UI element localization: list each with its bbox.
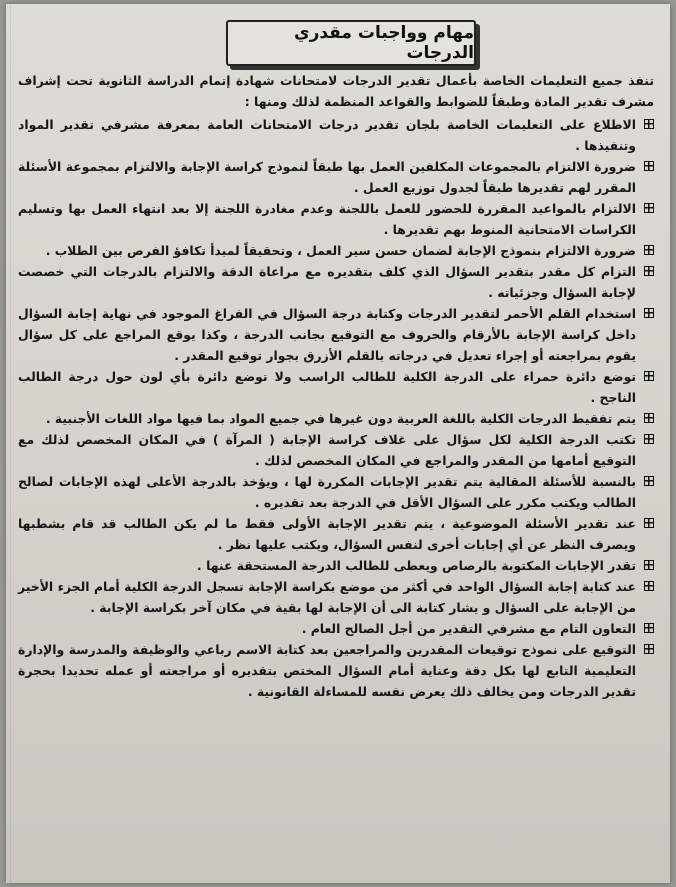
list-item	[18, 576, 656, 618]
document-title: مهام وواجبات مقدري الدرجات	[294, 23, 474, 63]
document-page	[6, 4, 670, 883]
checkbox-bullet-icon	[644, 245, 654, 255]
list-item	[18, 198, 656, 240]
checkbox-bullet-icon	[644, 476, 654, 486]
list-item-text: توضع دائرة حمراء على الدرجة الكلية للطالب الراسب ولا توضع دائرة بأي لون حول درجة الطالب الناجح .	[18, 369, 636, 405]
page-margin-line	[10, 4, 11, 883]
list-item-text: التزام كل مقدر بتقدير السؤال الذي كلف بتقديره مع مراعاة الدقة والالتزام بالدرجات التي خصصت لإجابة السؤال وجزئياته .	[18, 264, 636, 300]
list-item-text: يتم تفقيط الدرجات الكلية باللغة العربية دون غيرها في جميع المواد بما فيها مواد اللغات الأجنبية .	[45, 411, 636, 426]
document-body	[18, 70, 656, 702]
intro-paragraph: تنفذ جميع التعليمات الخاصة بأعمال تقدير الدرجات لامتحانات شهادة إتمام الدراسة الثانوية تحت إشراف مشرف تقدير المادة وطبقاً للضوابط والقواعد المنظمة لذلك ومنها :	[18, 73, 654, 109]
list-item-text: التوقيع على نموذج توقيعات المقدرين والمراجعين بعد كتابة الاسم رباعي والوظيفة والمدرسة والإدارة التعليمية التابع لها بكل دقة وعناية أمام السؤال المختص بتقديره أو مراجعته أو عمله تحديدا بحجرة تقدير الدرجات ومن يخالف ذلك يعرض نفسه للمساءلة القانونية .	[18, 642, 636, 699]
list-item	[18, 114, 656, 156]
list-item-text: الاطلاع على التعليمات الخاصة بلجان تقدير درجات الامتحانات العامة بمعرفة مشرفي تقدير المواد وتنفيذها .	[18, 117, 636, 153]
list-item-text: التعاون التام مع مشرفي التقدير من أجل الصالح العام .	[301, 621, 636, 636]
checkbox-bullet-icon	[644, 203, 654, 213]
checkbox-bullet-icon	[644, 434, 654, 444]
list-item	[18, 471, 656, 513]
list-item-text: بالنسبة للأسئلة المقالية يتم تقدير الإجابات المكررة لها ، ويؤخذ بالدرجة الأعلى لهذه الإجابات لصالح الطالب ويكتب مكرر على السؤال الأقل في الدرجة بعد تقديره .	[18, 474, 636, 510]
list-item	[18, 303, 656, 366]
list-item	[18, 639, 656, 702]
checkbox-bullet-icon	[644, 560, 654, 570]
list-item	[18, 555, 656, 576]
list-item	[18, 513, 656, 555]
checkbox-bullet-icon	[644, 518, 654, 528]
list-item-text: ضرورة الالتزام بنموذج الإجابة لضمان حسن سير العمل ، وتحقيقاً لمبدأ تكافؤ الفرص بين الطلاب .	[45, 243, 636, 258]
list-item	[18, 240, 656, 261]
list-item	[18, 618, 656, 639]
checkbox-bullet-icon	[644, 623, 654, 633]
list-item	[18, 408, 656, 429]
list-item	[18, 429, 656, 471]
checkbox-bullet-icon	[644, 266, 654, 276]
checkbox-bullet-icon	[644, 161, 654, 171]
list-item-text: عند كتابة إجابة السؤال الواحد في أكثر من موضع بكراسة الإجابة تسجل الدرجة الكلية أمام الجزء الأخير من الإجابة على السؤال و يشار كتابة الى أن الإجابة لها بقية في مكان آخر بكراسة الإجابة .	[18, 579, 636, 615]
list-item	[18, 261, 656, 303]
checkbox-bullet-icon	[644, 413, 654, 423]
checkbox-bullet-icon	[644, 644, 654, 654]
list-item-text: تقدر الإجابات المكتوبة بالرصاص ويعطى للطالب الدرجة المستحقة عنها .	[197, 558, 636, 573]
checkbox-bullet-icon	[644, 581, 654, 591]
list-item	[18, 156, 656, 198]
checkbox-bullet-icon	[644, 371, 654, 381]
title-box	[226, 20, 476, 66]
checkbox-bullet-icon	[644, 119, 654, 129]
list-item	[18, 366, 656, 408]
duties-list	[18, 114, 656, 702]
list-item-text: عند تقدير الأسئلة الموضوعية ، يتم تقدير الإجابة الأولى فقط ما لم يكن الطالب قد قام بشطبها ويصرف النظر عن أي إجابات أخرى لنفس السؤال، ويكتب عليها نظر .	[18, 516, 636, 552]
list-item-text: استخدام القلم الأحمر لتقدير الدرجات وكتابة درجة السؤال في الفراغ الموجود في نهاية إجابة السؤال داخل كراسة الإجابة بالأرقام والحروف مع التوقيع بجانب الدرجة ، وكذا يوقع المراجع على كل سؤال يقوم بمراجعته أو إجراء تعديل في درجاته بالقلم الأزرق بجوار توقيع المقدر .	[18, 306, 636, 363]
list-item-text: ضرورة الالتزام بالمجموعات المكلفين العمل بها طبقاً لنموذج كراسة الإجابة والالتزام بمجموعة الأسئلة المقرر لهم تقديرها طبقاً لجدول توزيع العمل .	[18, 159, 636, 195]
list-item-text: تكتب الدرجة الكلية لكل سؤال على غلاف كراسة الإجابة ( المرآة ) في المكان المخصص لذلك مع التوقيع أمامها من المقدر والمراجع في المكان المخصص لذلك .	[18, 432, 636, 468]
checkbox-bullet-icon	[644, 308, 654, 318]
list-item-text: الالتزام بالمواعيد المقررة للحضور للعمل باللجنة وعدم مغادرة اللجنة إلا بعد انتهاء العمل بها وتسليم الكراسات الامتحانية المنوط بهم تقديرها .	[18, 201, 636, 237]
